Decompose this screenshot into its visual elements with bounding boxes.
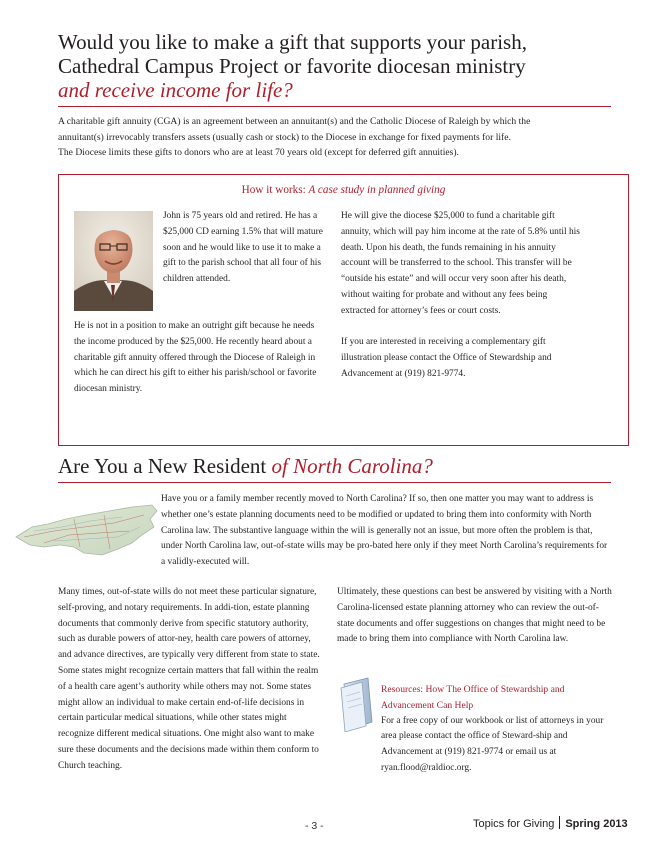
headline-divider: [58, 106, 611, 107]
case-study-box: [58, 174, 629, 446]
intro-line-2: annuitant(s) irrevocably transfers assets (usually cash or stock) to the Diocese in exchange for fixed payments for life.: [58, 131, 511, 143]
intro-line-1: A charitable gift annuity (CGA) is an agreement between an annuitant(s) and the Catholic Diocese of Raleigh by which the: [58, 116, 531, 127]
footer-divider: [559, 816, 560, 829]
north-carolina-map: [14, 497, 159, 559]
cga-intro: [58, 114, 618, 161]
case-study-right-column: [341, 209, 581, 383]
folder-icon: [338, 676, 376, 732]
section-heading: [58, 453, 433, 479]
section-divider: [58, 482, 611, 483]
resources-title: Resources: How The Office of Stewardship and Advancement Can Help: [381, 684, 565, 711]
page-number: - 3 -: [305, 820, 324, 832]
publication-name: Topics for Giving: [473, 818, 555, 830]
intro-line-3: The Diocese limits these gifts to donors who are at least 70 years old (except for deferred gift annuities).: [58, 147, 459, 158]
case-study-paragraph-2: He is not in a position to make an outright gift because he needs the income produced by the $25,000. He recently heard about a charitable gift annuity offered through the Diocese of Raleigh in which he can direct his gift to either his parish/school or favorite diocesan ministry.: [74, 321, 317, 395]
out-of-state-wills-column: [58, 585, 320, 775]
headline-line-1: Would you like to make a gift that supports your parish,: [58, 30, 527, 54]
new-resident-intro: [161, 492, 613, 571]
out-of-state-wills-text: Many times, out-of-state wills do not meet these particular signature, self-proving, and notary requirements. In addi-tion, estate planning documents that commonly derive from specific statutory authority, such as durable powers of attor-ney, health care powers of attorney, and advance directives, are typically very different from state to state. Some states might recognize certain matters that fall within the realm of a health care agent’s authority while others may not. Some states might allow an individual to make certain end-of-life decisions in certain particular medical situations, while other states might recognize different medical situations. One might also want to make sure these documents and the decisions made within them conform to Church teaching.: [58, 587, 320, 771]
case-study-title-italic: A case study in planned giving: [308, 184, 446, 196]
headline-line-2: Cathedral Campus Project or favorite diocesan ministry: [58, 54, 526, 78]
section-heading-plain: Are You a New Resident: [58, 454, 272, 478]
new-resident-intro-text: Have you or a family member recently moved to North Carolina? If so, then one matter you may want to address is whether one’s estate planning documents need to be modified or updated to bring them into conformity with North Carolina law. The substantive language within the will is generally not an issue, but more often the problem is that, under North Carolina law, out-of-state wills may be pro-bated here only if they meet North Carolina’s requirements for a validly-executed will.: [161, 494, 608, 568]
case-study-intro-text: [163, 209, 325, 288]
case-study-title: [59, 184, 628, 196]
case-study-paragraph-3: He will give the diocese $25,000 to fund a charitable gift annuity, which will pay him income at the rate of 5.8% until his death. Upon his death, the funds remaining in his annuity account will be transferred to the school. This transfer will be “outside his estate” and will occur very soon after his death, without waiting for probate and without any fees being extracted for attorney’s fees or court costs.: [341, 211, 580, 316]
case-study-paragraph-1: John is 75 years old and retired. He has a $25,000 CD earning 1.5% that will mature soon and he would like to use it to make a gift to the parish school that all four of his children attended.: [163, 211, 323, 285]
publication-footer: [473, 816, 628, 830]
headline: [58, 30, 618, 102]
portrait-photo: [74, 211, 153, 311]
attorney-advice-text: Ultimately, these questions can best be answered by visiting with a North Carolina-licensed estate planning attorney who can review the out-of-state documents and offer suggestions on changes that might need to be made to bring them into compliance with North Carolina law.: [337, 587, 612, 645]
case-study-need-text: [74, 319, 324, 398]
resources-block: [381, 682, 613, 777]
attorney-advice-column: [337, 585, 612, 648]
case-study-title-prefix: How it works:: [241, 184, 309, 196]
headline-line-3: and receive income for life?: [58, 78, 293, 102]
publication-season: Spring 2013: [565, 818, 628, 830]
resources-text: For a free copy of our workbook or list of attorneys in your area please contact the office of Steward-ship and Advancement at (919) 821-9774 or email us at ryan.flood@raldioc.org.: [381, 715, 604, 773]
section-heading-italic: of North Carolina?: [271, 454, 433, 478]
case-study-contact: If you are interested in receiving a complementary gift illustration please contact the Office of Stewardship and Advancement at (919) 821-9774.: [341, 337, 552, 379]
